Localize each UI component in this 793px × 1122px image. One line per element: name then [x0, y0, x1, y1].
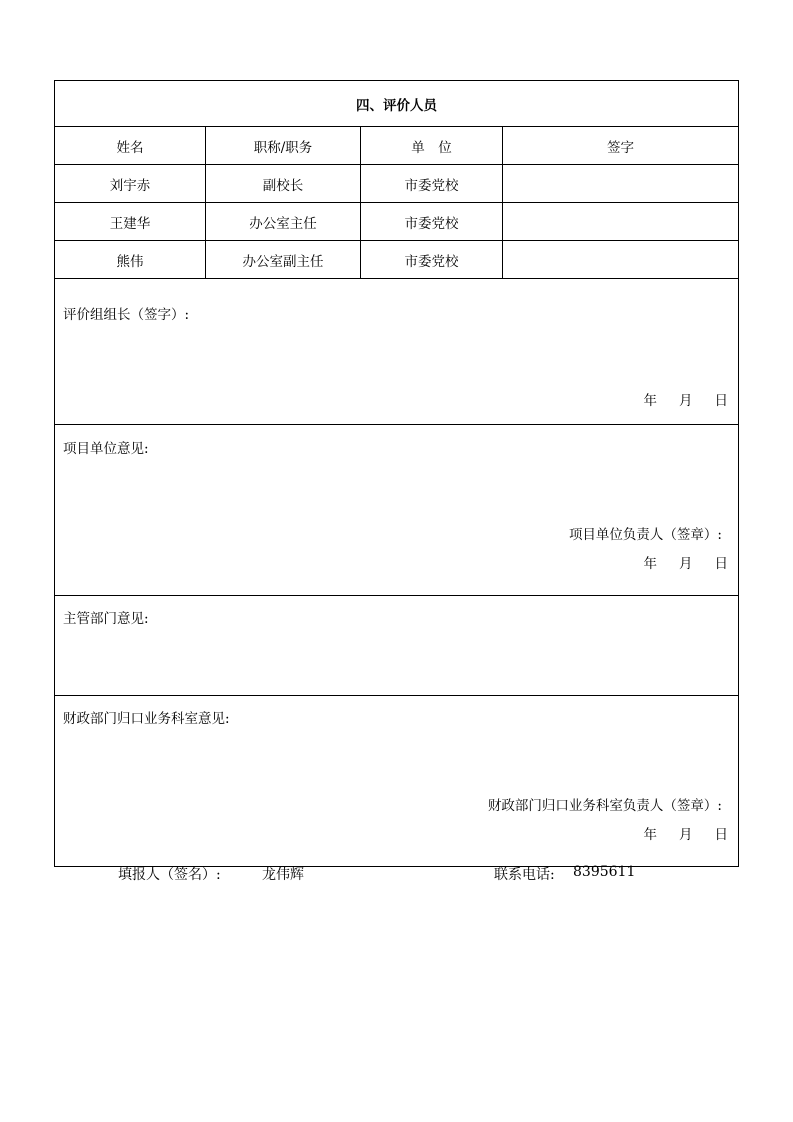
column-header-signature: 签字: [503, 127, 739, 165]
row-name: 刘宇赤: [55, 165, 206, 203]
table-row: [55, 241, 739, 279]
finance-label: 财政部门归口业务科室意见:: [63, 711, 230, 727]
project-unit-signer: 项目单位负责人（签章）:: [568, 527, 722, 543]
finance-date: 年 月 日: [643, 827, 728, 843]
filler-label: 填报人（签名）:: [118, 867, 221, 883]
table-row: [55, 165, 739, 203]
row-name: 王建华: [55, 203, 206, 241]
finance-signer: 财政部门归口业务科室负责人（签章）:: [487, 798, 722, 814]
project-unit-opinion-block: [55, 425, 739, 596]
column-header-unit: 单 位: [361, 127, 503, 165]
row-title: 副校长: [206, 165, 361, 203]
row-unit: 市委党校: [361, 241, 503, 279]
column-header-name: 姓名: [55, 127, 206, 165]
row-name: 熊伟: [55, 241, 206, 279]
leader-label: 评价组组长（签字）:: [63, 307, 190, 323]
finance-opinion-block: [55, 696, 739, 867]
filler-name: 龙伟辉: [262, 867, 304, 883]
leader-signature-block: [55, 279, 739, 425]
footer: [0, 864, 793, 886]
table-row: [55, 203, 739, 241]
row-unit: 市委党校: [361, 165, 503, 203]
row-title: 办公室主任: [206, 203, 361, 241]
section-title: 四、评价人员: [55, 81, 739, 127]
evaluation-personnel-table: [54, 80, 739, 867]
project-unit-label: 项目单位意见:: [63, 441, 149, 457]
supervisor-opinion-block: [55, 596, 739, 696]
phone-number: 8395611: [573, 864, 636, 880]
header-row: [55, 127, 739, 165]
phone-label: 联系电话:: [494, 867, 555, 883]
row-title: 办公室副主任: [206, 241, 361, 279]
project-unit-date: 年 月 日: [643, 556, 728, 572]
row-signature: [503, 203, 739, 241]
row-signature: [503, 165, 739, 203]
column-header-title: 职称/职务: [206, 127, 361, 165]
leader-date: 年 月 日: [643, 393, 728, 409]
supervisor-label: 主管部门意见:: [63, 611, 149, 627]
row-signature: [503, 241, 739, 279]
row-unit: 市委党校: [361, 203, 503, 241]
